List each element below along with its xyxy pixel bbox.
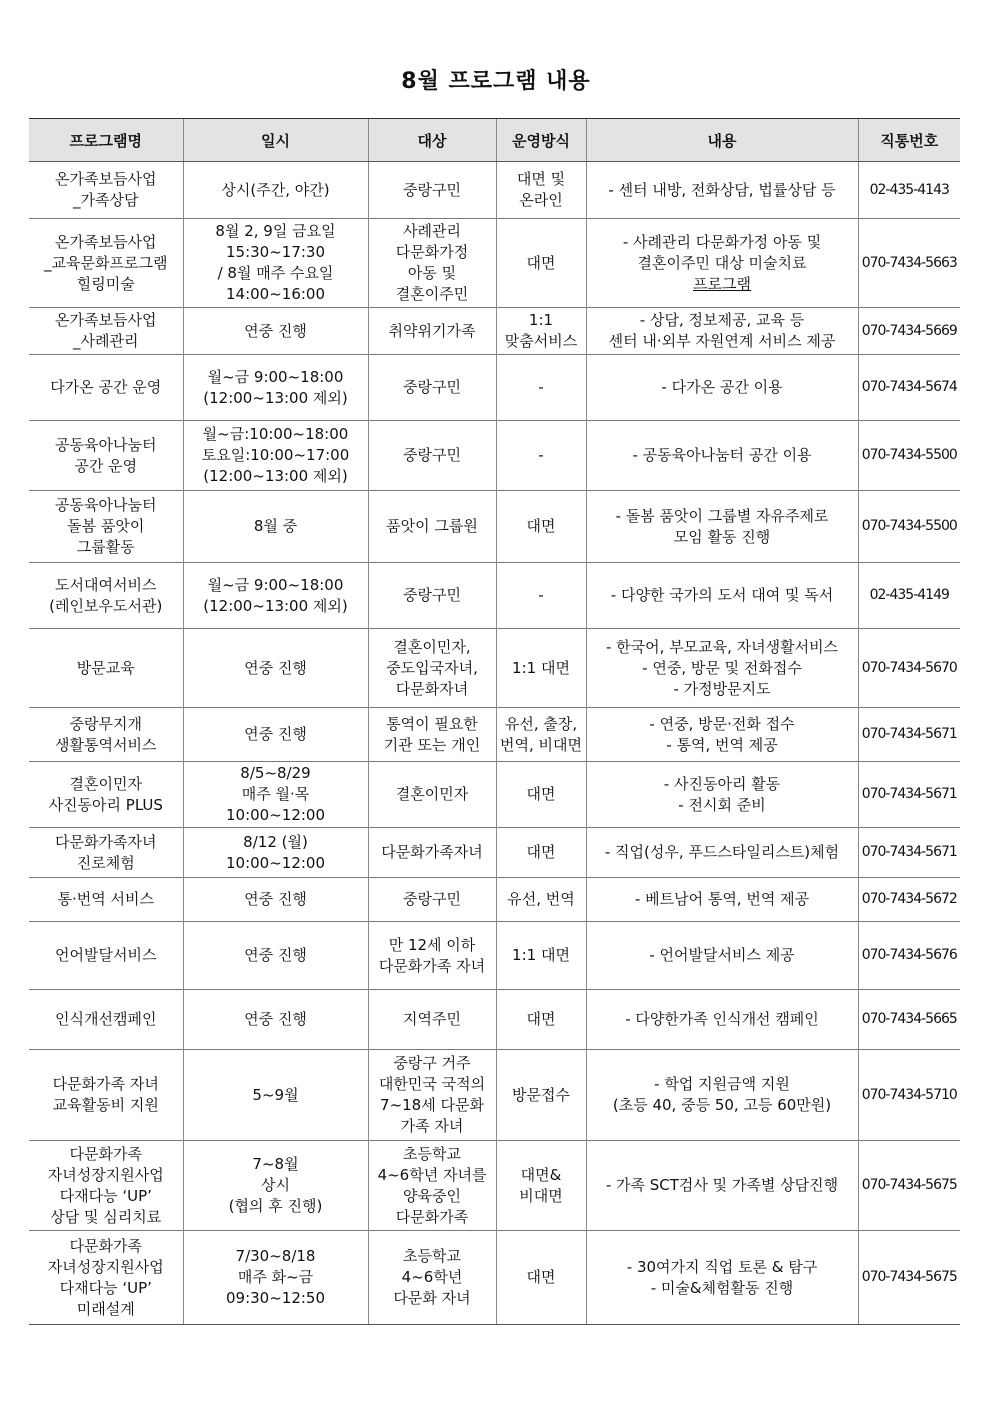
content-cell [586,878,858,922]
target-line: 4~6학년 자녀를 [377,1165,487,1184]
content-cell [586,162,858,219]
target-line: 중랑구 거주 [393,1054,471,1072]
date-cell [183,162,368,219]
method-line: 대면 [526,1010,556,1028]
target-line: 중도입국자녀, [386,658,478,677]
phone-cell: 070-7434-5671 [858,708,960,762]
table-row [29,563,960,629]
date-line: 매주 월·목 [241,785,310,803]
method-line: - [538,586,544,604]
content-cell [586,762,858,828]
phone-cell: 070-7434-5676 [858,922,960,990]
table-row [29,878,960,922]
date-line: 연중 진행 [244,658,307,677]
program-name-cell [29,421,183,491]
content-cell [586,1141,858,1231]
table-row [29,990,960,1050]
method-cell [496,922,586,990]
date-line: 상시 [261,1176,290,1194]
target-line: 7~18세 다문화 [380,1096,484,1114]
target-line: 통역이 필요한 [386,714,478,733]
program-name-line: 통·번역 서비스 [57,890,154,908]
phone-cell: 070-7434-5671 [858,828,960,878]
date-line: 연중 진행 [244,1010,307,1028]
method-cell [496,990,586,1050]
program-name-line: 방문교육 [76,658,135,677]
program-name-cell [29,355,183,421]
target-line: 취약위기가족 [388,321,476,340]
date-cell [183,421,368,491]
target-line: 가족 자녀 [400,1117,464,1135]
phone-cell: 070-7434-5500 [858,421,960,491]
header-row [29,119,960,162]
table-row [29,491,960,563]
date-cell [183,1141,368,1231]
program-name-line: 인식개선캠페인 [55,1010,157,1028]
target-cell [368,828,496,878]
target-cell [368,629,496,708]
program-name-line: 도서대여서비스 [55,575,157,594]
method-line: 유선, 번역 [507,890,575,908]
phone-cell: 070-7434-5674 [858,355,960,421]
method-line: 유선, 출장, [504,714,578,733]
target-line: 결혼이민자, [393,637,471,656]
date-line: 7/30~8/18 [235,1247,316,1265]
method-line: 대면& [520,1165,562,1184]
target-cell [368,1050,496,1141]
content-line: - 직업(성우, 푸드스타일리스트)체험 [604,843,840,861]
table-row [29,629,960,708]
target-cell [368,491,496,563]
method-line: 대면 [526,253,556,272]
content-line: - 다양한가족 인식개선 캠페인 [625,1010,819,1028]
phone-cell: 070-7434-5665 [858,990,960,1050]
content-cell [586,421,858,491]
content-line: 결혼이주민 대상 미술치료 [637,253,807,272]
date-line: 월~금 9:00~18:00 [207,367,344,386]
date-cell [183,878,368,922]
date-line: 14:00~16:00 [225,285,326,303]
program-name-line: 돌봄 품앗이 [67,517,145,535]
program-name-line: 다가온 공간 운영 [50,378,162,396]
method-line: 맞춤서비스 [504,332,578,350]
target-line: 아동 및 [407,264,457,282]
date-line: 월~금 9:00~18:00 [207,575,344,594]
date-line: 매주 화~금 [237,1268,314,1286]
program-name-cell [29,922,183,990]
content-line: - 상담, 정보제공, 교육 등 [639,311,805,329]
method-cell [496,491,586,563]
program-name-line: 다문화가족 자녀 [52,1075,159,1093]
date-line: 15:30~17:30 [225,243,326,261]
date-cell [183,708,368,762]
content-line: - 학업 지원금액 지원 [654,1075,790,1093]
target-cell [368,563,496,629]
content-line: - 연중, 방문·전화 접수 [649,714,795,733]
program-name-line: 공동육아나눔터 [55,435,157,454]
target-line: 다문화가족 [395,1207,469,1226]
program-name-line: 다재다능 ‘UP’ [59,1278,152,1297]
content-line: - 공동육아나눔터 공간 이용 [632,446,812,464]
method-cell [496,355,586,421]
table-row [29,162,960,219]
target-line: 다문화가족 자녀 [378,956,486,975]
table-row [29,1050,960,1141]
program-name-line: 다문화가족 [69,1236,142,1255]
date-line: 연중 진행 [244,946,307,964]
program-name-cell [29,308,183,355]
program-name-line: 교육활동비 지원 [52,1096,159,1114]
program-name-line: 공동육아나눔터 [55,496,157,514]
target-line: 중랑구민 [403,890,461,908]
date-cell [183,219,368,308]
target-cell [368,708,496,762]
program-name-cell [29,629,183,708]
date-cell [183,762,368,828]
date-cell [183,1231,368,1325]
program-name-line: 힐링미술 [76,274,135,293]
content-cell [586,563,858,629]
date-cell [183,1050,368,1141]
target-line: 중랑구민 [403,180,461,199]
content-line: - 30여가지 직업 토론 & 탐구 [626,1257,818,1276]
program-name-cell [29,162,183,219]
target-line: 다문화가족자녀 [381,843,483,861]
method-line: 대면 [526,1268,556,1286]
content-line: - 사례관리 다문화가정 아동 및 [622,232,822,251]
content-line: 센터 내·외부 자원연계 서비스 제공 [608,332,836,350]
content-line: - 돌봄 품앗이 그룹별 자유주제로 [615,506,829,525]
table-row [29,708,960,762]
target-cell [368,355,496,421]
table-row [29,355,960,421]
phone-cell: 070-7434-5669 [858,308,960,355]
content-line: - 전시회 준비 [678,795,766,814]
target-line: 중랑구민 [403,378,461,396]
program-name-line: 자녀성장지원사업 [47,1165,164,1184]
date-line: (12:00~13:00 제외) [203,388,348,407]
content-line: - 가정방문지도 [673,679,771,698]
program-name-cell [29,762,183,828]
method-line: 대면 [526,785,556,803]
method-cell [496,762,586,828]
target-line: 결혼이주민 [395,285,469,303]
date-cell [183,563,368,629]
method-cell [496,1050,586,1141]
target-line: 초등학교 [403,1144,461,1163]
date-cell [183,355,368,421]
target-line: 다문화 자녀 [393,1289,471,1307]
target-line: 품앗이 그룹원 [386,517,478,535]
target-line: 대한민국 국적의 [378,1075,486,1093]
method-line: - [538,378,544,396]
content-line: - 센터 내방, 전화상담, 법률상담 등 [608,180,836,199]
content-line: (초등 40, 중등 50, 고등 60만원) [612,1096,832,1114]
date-line: (협의 후 진행) [228,1197,323,1215]
phone-cell: 02-435-4143 [858,162,960,219]
phone-cell: 070-7434-5675 [858,1231,960,1325]
program-name-line: _교육문화프로그램 [44,253,168,272]
program-name-line: (레인보우도서관) [49,596,163,615]
target-cell [368,1231,496,1325]
phone-cell: 070-7434-5710 [858,1050,960,1141]
content-cell [586,355,858,421]
method-cell [496,162,586,219]
program-name-line: _사례관리 [73,332,139,350]
phone-cell: 070-7434-5675 [858,1141,960,1231]
content-line: - 가족 SCT검사 및 가족별 상담진행 [605,1176,839,1194]
target-cell [368,922,496,990]
method-line: 방문접수 [512,1085,570,1104]
content-line: - 언어발달서비스 제공 [649,946,795,964]
table-row [29,762,960,828]
program-name-line: 자녀성장지원사업 [47,1257,164,1276]
program-name-cell [29,1050,183,1141]
content-line: - 베트남어 통역, 번역 제공 [634,890,810,908]
date-cell [183,491,368,563]
phone-cell: 070-7434-5670 [858,629,960,708]
content-cell [586,708,858,762]
program-name-line: 그룹활동 [76,538,135,556]
header-phone: 직통번호 [858,119,960,162]
method-line: 온라인 [519,191,563,209]
target-cell [368,878,496,922]
date-line: 토요일:10:00~17:00 [201,446,350,464]
program-name-cell [29,990,183,1050]
content-line: 모임 활동 진행 [673,527,771,546]
date-line: / 8월 매주 수요일 [217,264,334,282]
date-line: 상시(주간, 야간) [221,180,330,199]
phone-cell: 070-7434-5663 [858,219,960,308]
table-row [29,1231,960,1325]
date-line: (12:00~13:00 제외) [203,596,348,615]
date-line: 09:30~12:50 [225,1289,326,1307]
program-name-line: 온가족보듬사업 [55,311,157,329]
date-cell [183,922,368,990]
target-line: 사례관리 [403,222,461,240]
target-cell [368,1141,496,1231]
program-name-line: 다문화가족 [69,1144,142,1163]
header-program-name: 프로그램명 [29,119,183,162]
method-line: 대면 [526,843,556,861]
program-name-line: 중랑무지개 [69,714,142,733]
target-line: 중랑구민 [403,586,461,604]
content-cell [586,990,858,1050]
table-row [29,1141,960,1231]
header-content: 내용 [586,119,858,162]
method-line: 1:1 [528,311,554,329]
date-line: 10:00~12:00 [225,853,326,872]
table-row [29,219,960,308]
target-cell [368,421,496,491]
page-title: 8월 프로그램 내용 [401,69,591,94]
date-line: (12:00~13:00 제외) [203,467,348,485]
target-line: 초등학교 [403,1247,461,1265]
method-line: 대면 및 [516,170,566,188]
method-cell [496,629,586,708]
method-cell [496,563,586,629]
method-line: 번역, 비대면 [500,735,582,754]
date-line: 7~8월 [252,1155,299,1173]
table-row [29,922,960,990]
target-line: 양육중인 [403,1186,461,1205]
phone-cell: 070-7434-5672 [858,878,960,922]
content-cell [586,1050,858,1141]
method-line: 1:1 대면 [512,658,570,677]
content-line: - 사진동아리 활동 [663,774,781,793]
date-cell [183,828,368,878]
date-cell [183,308,368,355]
table-row [29,308,960,355]
target-line: 기관 또는 개인 [383,735,481,754]
content-cell [586,491,858,563]
program-name-line: 진로체험 [76,853,135,872]
date-cell [183,990,368,1050]
header-date: 일시 [183,119,368,162]
method-cell [496,878,586,922]
date-cell [183,629,368,708]
program-name-cell [29,708,183,762]
date-line: 연중 진행 [244,890,307,908]
date-line: 연중 진행 [244,725,307,743]
target-line: 다문화자녀 [395,679,469,698]
content-cell [586,922,858,990]
program-name-cell [29,219,183,308]
target-cell [368,762,496,828]
content-line: - 다가온 공간 이용 [661,378,783,396]
program-name-line: 사진동아리 PLUS [48,795,163,814]
program-name-line: 상담 및 심리치료 [50,1207,162,1226]
content-line: 프로그램 [693,274,751,293]
content-cell [586,219,858,308]
date-line: 10:00~12:00 [225,806,326,824]
table-row [29,828,960,878]
phone-cell: 070-7434-5671 [858,762,960,828]
program-name-cell [29,878,183,922]
method-cell [496,828,586,878]
method-cell [496,421,586,491]
content-cell [586,828,858,878]
program-name-line: 생활통역서비스 [55,735,157,754]
target-cell [368,162,496,219]
content-line: - 연중, 방문 및 전화접수 [642,658,802,677]
target-line: 지역주민 [403,1010,461,1028]
target-line: 만 12세 이하 [388,935,476,954]
method-cell [496,708,586,762]
content-cell [586,629,858,708]
content-cell [586,1231,858,1325]
method-cell [496,1141,586,1231]
program-name-cell [29,491,183,563]
date-line: 5~9월 [252,1085,299,1104]
program-name-line: 공간 운영 [74,456,138,475]
table-row [29,421,960,491]
program-name-cell [29,1231,183,1325]
target-cell [368,219,496,308]
date-line: 월~금:10:00~18:00 [202,425,349,443]
content-line: - 미술&체험활동 진행 [650,1278,794,1297]
date-line: 8월 중 [253,517,298,535]
program-table [29,118,960,1325]
program-name-line: 온가족보듬사업 [55,170,157,188]
method-line: 비대면 [519,1186,563,1205]
method-cell [496,219,586,308]
program-name-line: 언어발달서비스 [55,946,157,964]
program-name-cell [29,828,183,878]
program-name-cell [29,1141,183,1231]
program-name-line: 결혼이민자 [69,774,142,793]
phone-cell: 070-7434-5500 [858,491,960,563]
header-method: 운영방식 [496,119,586,162]
target-line: 다문화가정 [395,243,469,261]
phone-cell: 02-435-4149 [858,563,960,629]
date-line: 8/12 (월) [243,832,308,851]
target-line: 중랑구민 [403,446,461,464]
program-name-line: 다문화가족자녀 [55,832,157,851]
target-line: 결혼이민자 [395,785,469,803]
header-target: 대상 [368,119,496,162]
program-name-line: _가족상담 [73,191,139,209]
program-name-line: 다재다능 ‘UP’ [59,1186,152,1205]
target-line: 4~6학년 [401,1268,463,1286]
method-line: - [538,446,544,464]
program-name-cell [29,563,183,629]
date-line: 8월 2, 9일 금요일 [215,222,336,240]
content-line: - 한국어, 부모교육, 자녀생활서비스 [605,637,839,656]
date-line: 연중 진행 [244,321,307,340]
method-line: 대면 [526,517,556,535]
method-cell [496,1231,586,1325]
content-cell [586,308,858,355]
content-line: - 통역, 번역 제공 [666,735,778,754]
method-line: 1:1 대면 [512,946,570,964]
target-cell [368,990,496,1050]
date-line: 8/5~8/29 [240,764,311,782]
program-name-line: 온가족보듬사업 [55,232,157,251]
method-cell [496,308,586,355]
program-name-line: 미래설계 [76,1299,135,1318]
content-line: - 다양한 국가의 도서 대여 및 독서 [610,586,834,604]
target-cell [368,308,496,355]
